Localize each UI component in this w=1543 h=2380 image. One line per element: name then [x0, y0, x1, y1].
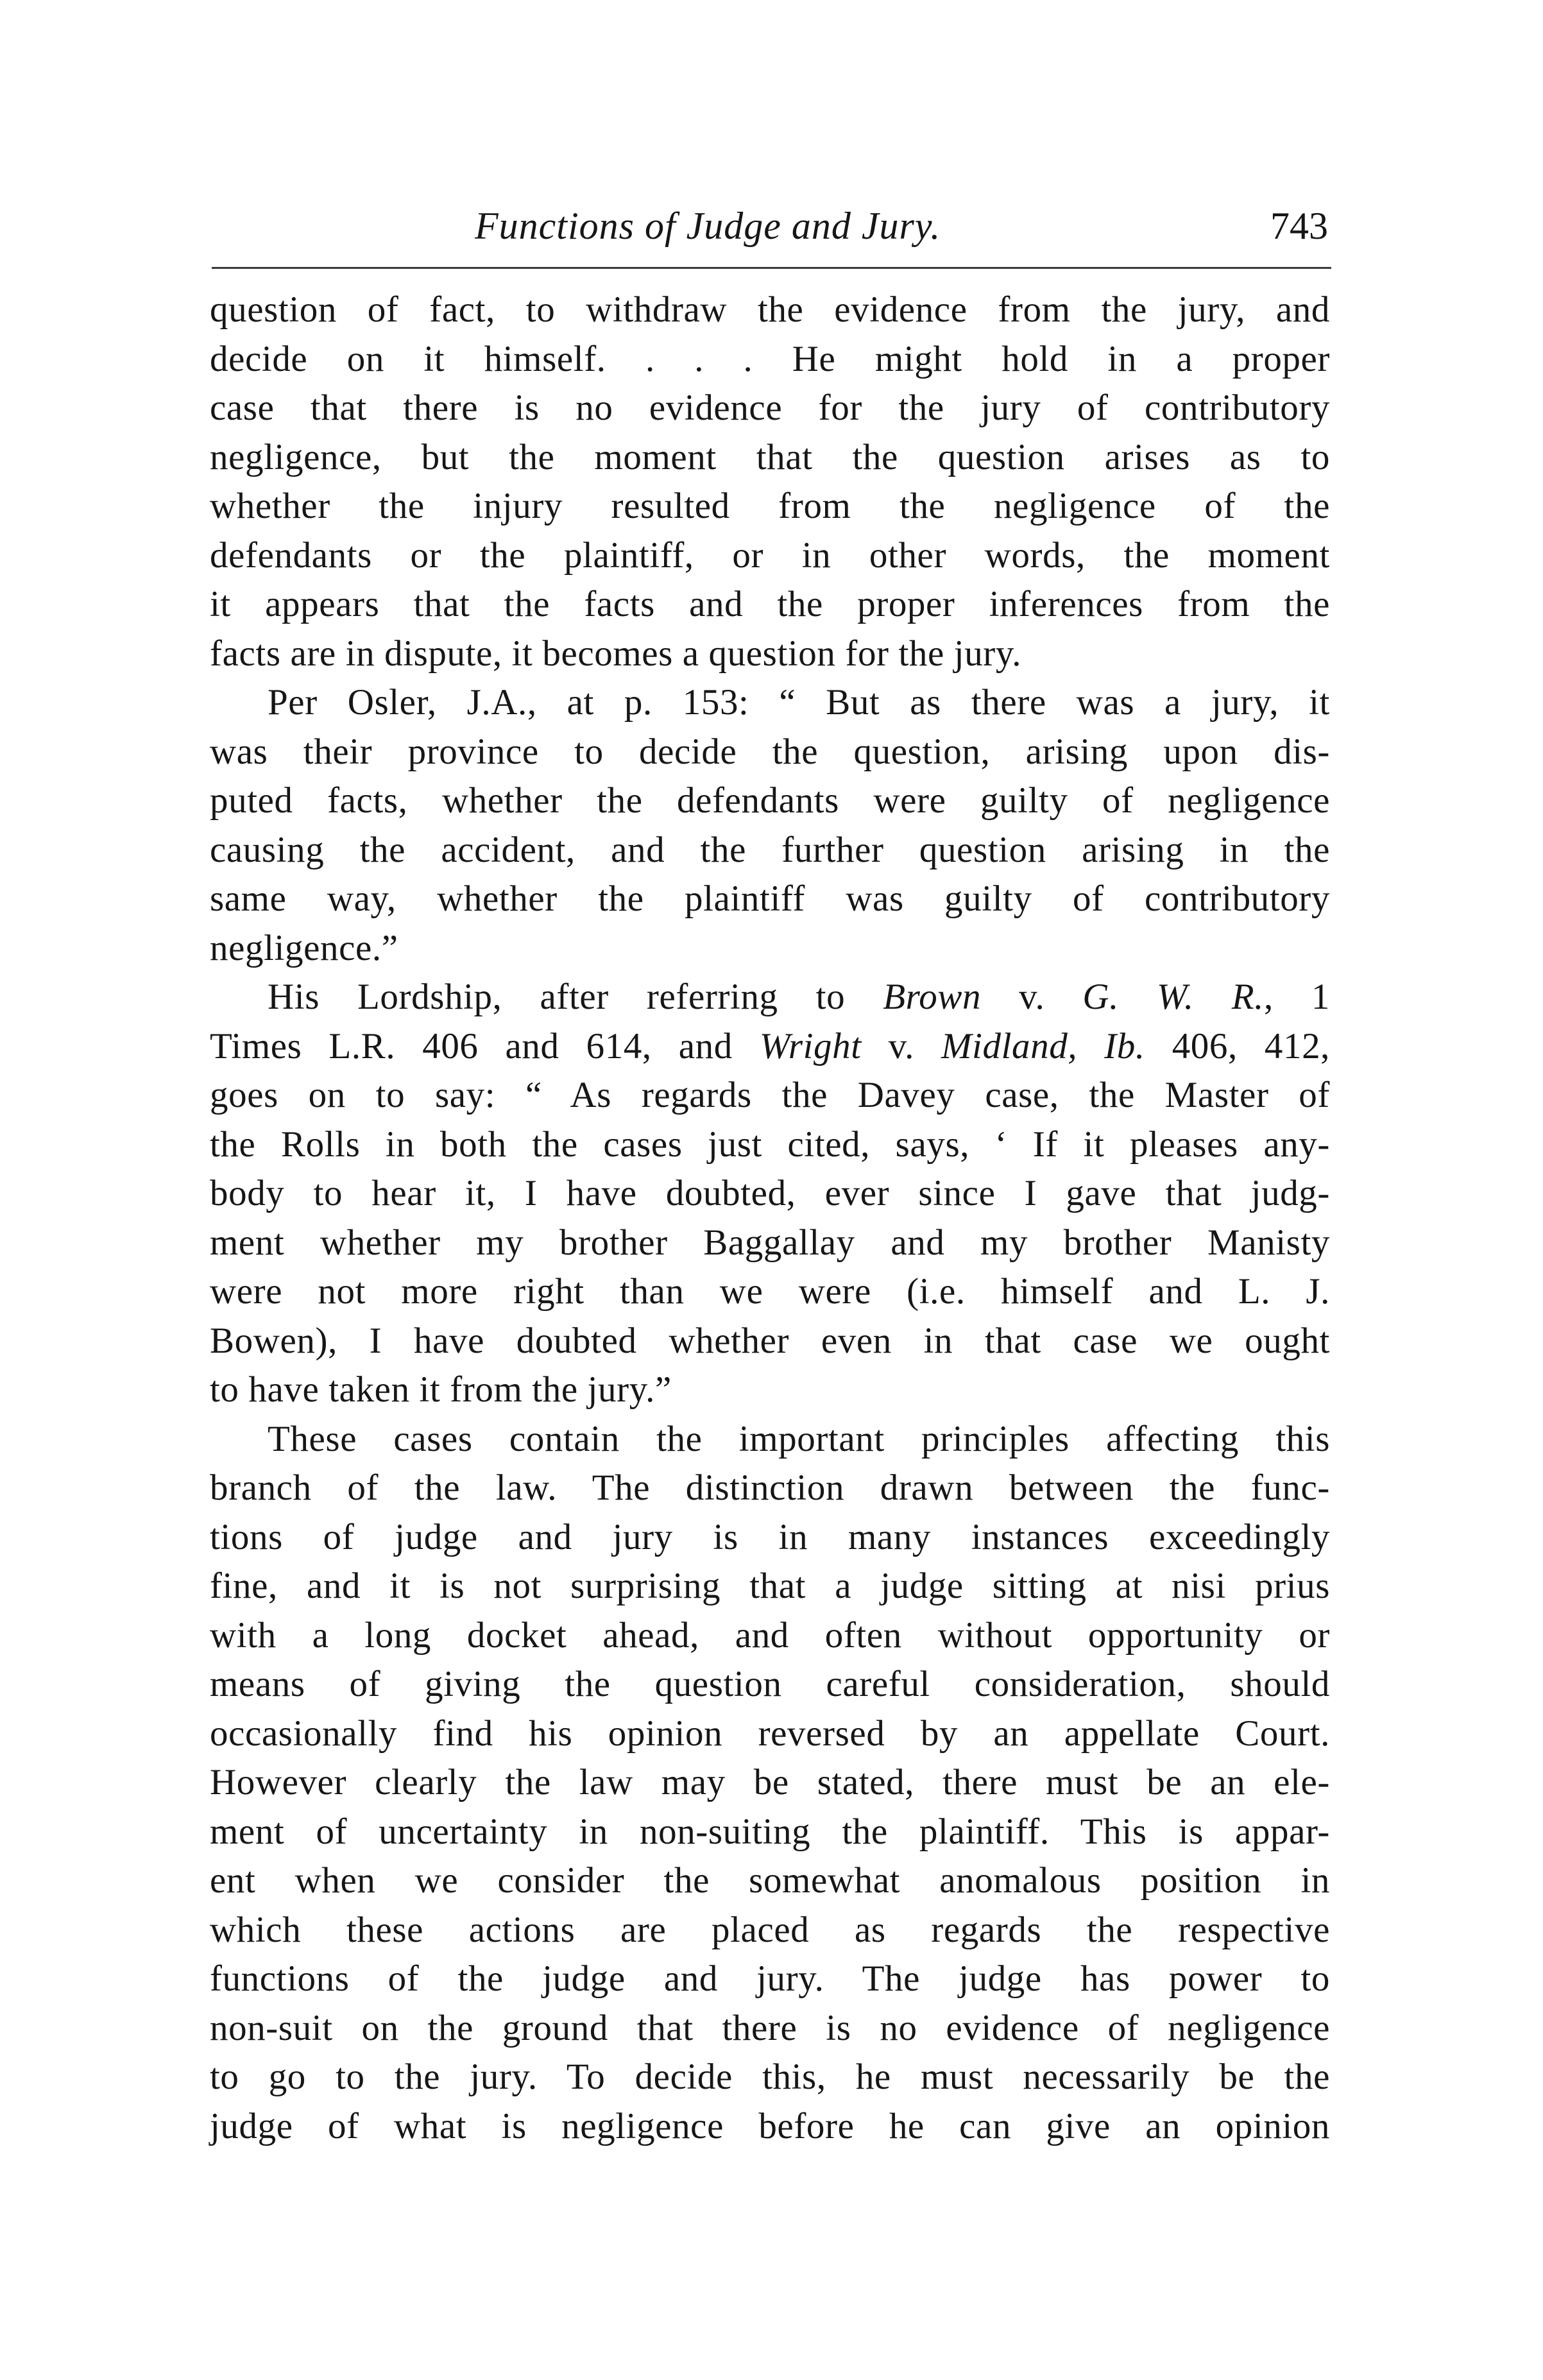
running-head	[212, 204, 1328, 262]
text-line: negligence, but the moment that the question arises as to	[210, 436, 1330, 477]
page-number: 743	[1270, 205, 1328, 247]
text-line: decide on it himself. . . . He might hold in a proper	[210, 338, 1330, 379]
text-line: defendants or the plaintiff, or in other words, the moment	[210, 535, 1330, 576]
text-line: judge of what is negligence before he can give an opinion	[210, 2105, 1330, 2146]
text-line: However clearly the law may be stated, there must be an ele-	[210, 1762, 1330, 1802]
text-line: means of giving the question careful consideration, should	[210, 1664, 1330, 1704]
text-line: with a long docket ahead, and often without opportunity or	[210, 1614, 1330, 1656]
text-line: body to hear it, I have doubted, ever since I gave that judg-	[210, 1173, 1330, 1213]
text-line: fine, and it is not surprising that a judge sitting at nisi prius	[210, 1566, 1330, 1606]
text-line: non-suit on the ground that there is no evidence of negligence	[210, 2007, 1330, 2048]
paragraph-start-line: His Lordship, after referring to Brown v. G. W. R., 1	[268, 977, 1330, 1017]
text-line: Bowen), I have doubted whether even in that case we ought	[210, 1320, 1330, 1361]
running-head-title: Functions of Judge and Jury.	[475, 205, 941, 247]
text-line: tions of judge and jury is in many instances exceedingly	[210, 1516, 1330, 1557]
text-line: to have taken it from the jury.”	[210, 1369, 672, 1410]
text-line: causing the accident, and the further question arising in the	[210, 829, 1330, 870]
text-line: whether the injury resulted from the negligence of the	[210, 486, 1330, 526]
text-line: case that there is no evidence for the jury of contributory	[210, 388, 1330, 428]
text-line: facts are in dispute, it becomes a question for the jury.	[210, 633, 1022, 674]
text-line: puted facts, whether the defendants were guilty of negligence	[210, 780, 1330, 821]
text-line: which these actions are placed as regards the respective	[210, 1909, 1330, 1950]
text-line: Times L.R. 406 and 614, and Wright v. Midland, Ib. 406, 412,	[210, 1025, 1331, 1066]
header-rule	[212, 267, 1331, 269]
text-line: negligence.”	[210, 927, 398, 968]
paragraph-start-line: These cases contain the important principles affecting this	[268, 1418, 1330, 1459]
body-text	[210, 286, 1330, 2151]
text-line: were not more right than we were (i.e. himself and L. J.	[210, 1271, 1330, 1312]
text-line: ent when we consider the somewhat anomalous position in	[210, 1860, 1330, 1901]
text-line: it appears that the facts and the proper inferences from the	[210, 584, 1330, 624]
text-line: functions of the judge and jury. The judge has power to	[210, 1958, 1330, 1999]
text-line: the Rolls in both the cases just cited, says, ‘ If it pleases any-	[210, 1124, 1330, 1165]
text-line: branch of the law. The distinction drawn between the func-	[210, 1468, 1330, 1508]
text-line: occasionally find his opinion reversed by an appellate Court.	[210, 1713, 1330, 1754]
text-line: question of fact, to withdraw the evidence from the jury, and	[210, 289, 1330, 330]
text-line: ment of uncertainty in non-suiting the plaintiff. This is appar-	[210, 1811, 1330, 1852]
text-line: goes on to say: “ As regards the Davey case, the Master of	[210, 1075, 1330, 1115]
text-line: same way, whether the plaintiff was guilty of contributory	[210, 878, 1330, 919]
paragraph-start-line: Per Osler, J.A., at p. 153: “ But as there was a jury, it	[268, 682, 1330, 723]
text-line: to go to the jury. To decide this, he must necessarily be the	[210, 2057, 1330, 2097]
text-line: was their province to decide the question, arising upon dis-	[210, 731, 1330, 772]
text-line: ment whether my brother Baggallay and my brother Manisty	[210, 1222, 1330, 1263]
